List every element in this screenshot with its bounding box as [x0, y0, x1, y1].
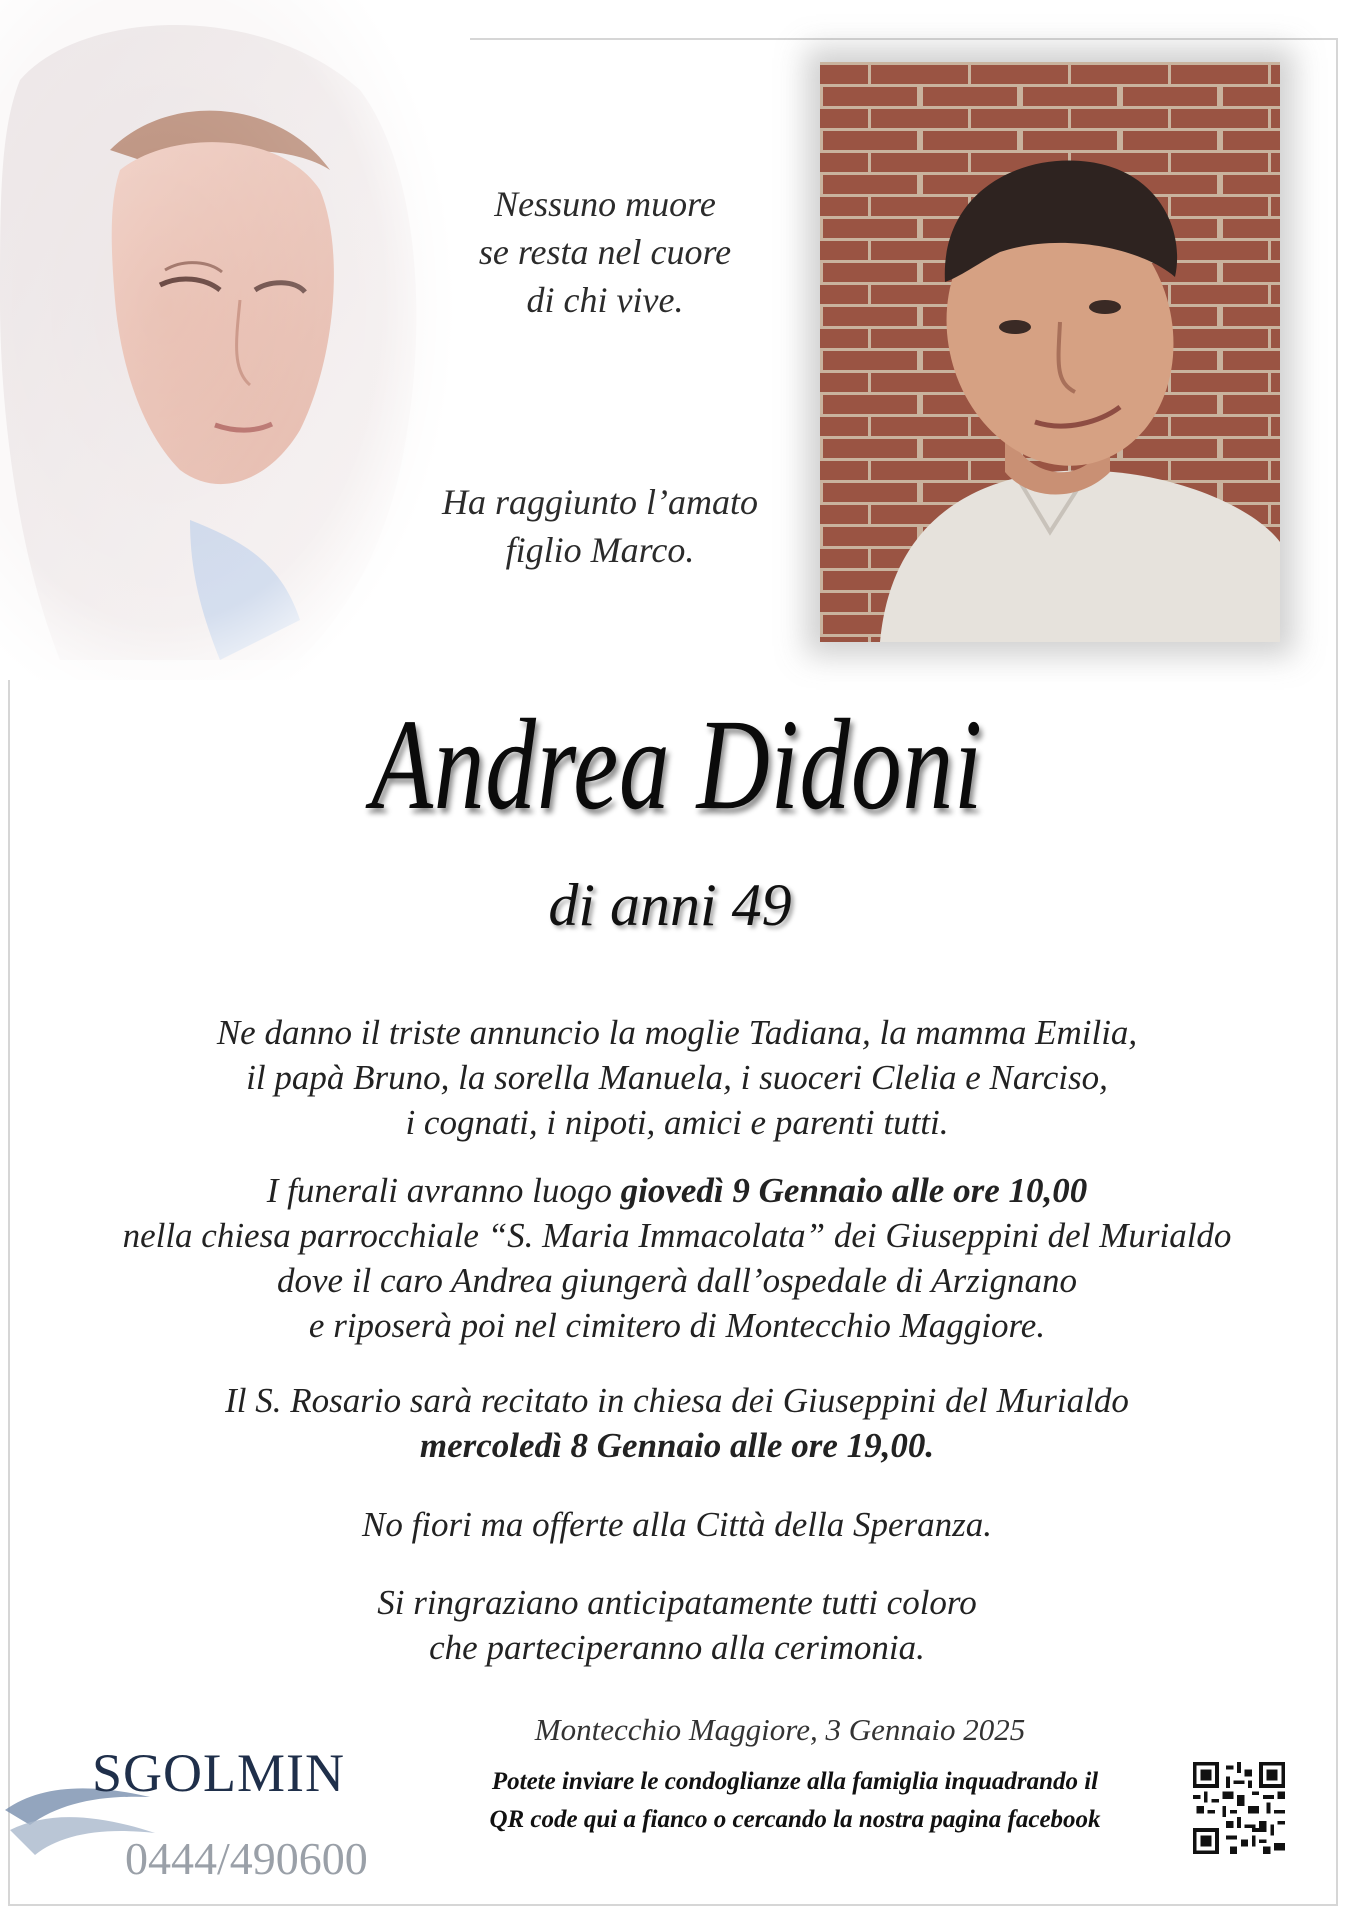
agency-logo [0, 1735, 410, 1915]
agency-phone: 0444/490600 [125, 1833, 368, 1884]
announcement-line: il papà Bruno, la sorella Manuela, i suoceri Clelia e Narciso, [246, 1058, 1108, 1097]
reunion-line: Ha raggiunto l’amato [441, 482, 758, 522]
announcement-line: i cognati, i nipoti, amici e parenti tutti. [405, 1103, 949, 1142]
funeral-line: e riposerà poi nel cimitero di Montecchio Maggiore. [308, 1306, 1046, 1345]
portrait-photo [820, 62, 1280, 642]
funeral-line: nella chiesa parrocchiale “S. Maria Immacolata” dei Giuseppini del Murialdo [122, 1216, 1232, 1255]
announcement-paragraph [20, 1010, 1334, 1145]
qr-code[interactable] [1193, 1762, 1285, 1854]
reunion-line: figlio Marco. [505, 530, 695, 570]
rosary-paragraph [20, 1378, 1334, 1468]
funeral-paragraph [20, 1168, 1334, 1348]
rosary-line: Il S. Rosario sarà recitato in chiesa dei Giuseppini del Murialdo [225, 1381, 1129, 1420]
flowers-note: No fiori ma offerte alla Città della Speranza. [362, 1505, 992, 1544]
funeral-line: dove il caro Andrea giungerà dall’ospedale di Arzignano [276, 1261, 1078, 1300]
funeral-date-time: giovedì 9 Gennaio alle ore 10,00 [620, 1171, 1088, 1210]
rosary-date-time: mercoledì 8 Gennaio alle ore 19,00. [419, 1426, 935, 1465]
quote-line: di chi vive. [526, 280, 684, 320]
madonna-image [0, 0, 470, 680]
thanks-line: che parteciperanno alla cerimonia. [429, 1628, 925, 1667]
condolence-line: QR code qui a fianco o cercando la nostra pagina facebook [489, 1806, 1101, 1833]
place-date: Montecchio Maggiore, 3 Gennaio 2025 [534, 1712, 1026, 1747]
announcement-line: Ne danno il triste annuncio la moglie Tadiana, la mamma Emilia, [216, 1013, 1138, 1052]
condolence-note [405, 1763, 1185, 1839]
condolence-line: Potete inviare le condoglianze alla famiglia inquadrando il [491, 1768, 1099, 1795]
deceased-age: di anni 49 [548, 872, 792, 938]
memorial-quote [430, 180, 780, 324]
quote-line: Nessuno muore [494, 184, 716, 224]
agency-name: SGOLMIN [92, 1743, 346, 1803]
deceased-name: Andrea Didoni [371, 693, 983, 837]
funeral-intro-line [20, 1168, 1334, 1213]
quote-line: se resta nel cuore [478, 232, 732, 272]
thanks-paragraph [20, 1580, 1334, 1670]
reunion-note [400, 478, 800, 574]
thanks-line: Si ringraziano anticipatamente tutti coloro [377, 1583, 977, 1622]
funeral-intro: I funerali avranno luogo [266, 1171, 621, 1210]
